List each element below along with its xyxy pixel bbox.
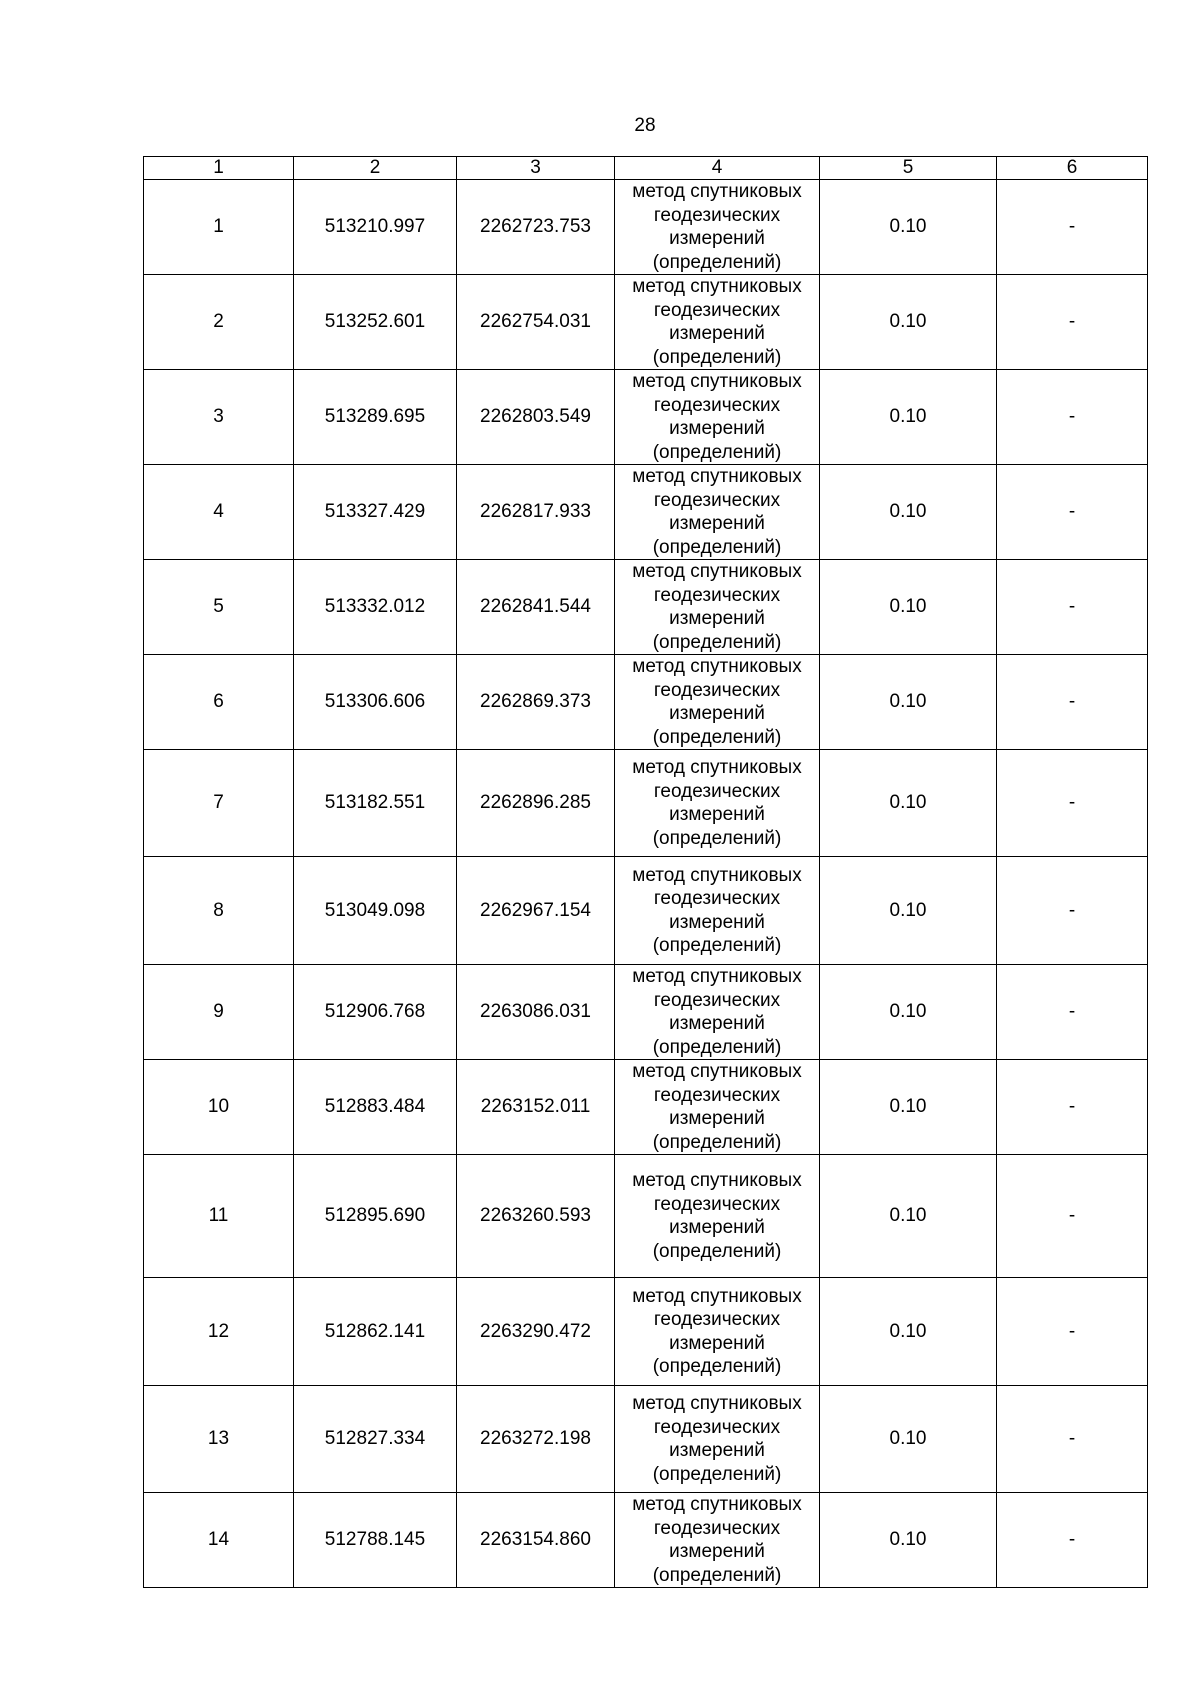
coordinates-table — [143, 156, 1148, 1588]
point-number-cell: 11 — [144, 1155, 294, 1278]
accuracy-cell: 0.10 — [820, 1278, 997, 1386]
column-header: 5 — [820, 157, 997, 180]
point-number-cell: 7 — [144, 750, 294, 857]
note-cell: - — [997, 1060, 1148, 1155]
x-coordinate-cell: 513327.429 — [294, 465, 457, 560]
method-cell: метод спутниковых геодезических измерений (определений) — [615, 370, 820, 465]
note-cell: - — [997, 370, 1148, 465]
table-row — [144, 1060, 1148, 1155]
x-coordinate-cell: 512906.768 — [294, 965, 457, 1060]
x-coordinate-cell: 512862.141 — [294, 1278, 457, 1386]
note-cell: - — [997, 180, 1148, 275]
point-number-cell: 10 — [144, 1060, 294, 1155]
method-cell: метод спутниковых геодезических измерений (определений) — [615, 465, 820, 560]
note-cell: - — [997, 465, 1148, 560]
method-cell: метод спутниковых геодезических измерений (определений) — [615, 750, 820, 857]
column-header: 3 — [457, 157, 615, 180]
accuracy-cell: 0.10 — [820, 750, 997, 857]
x-coordinate-cell: 513182.551 — [294, 750, 457, 857]
accuracy-cell: 0.10 — [820, 1386, 997, 1493]
table-row — [144, 750, 1148, 857]
note-cell: - — [997, 1278, 1148, 1386]
accuracy-cell: 0.10 — [820, 1155, 997, 1278]
method-cell: метод спутниковых геодезических измерений (определений) — [615, 965, 820, 1060]
table-row — [144, 370, 1148, 465]
x-coordinate-cell: 512895.690 — [294, 1155, 457, 1278]
y-coordinate-cell: 2263152.011 — [457, 1060, 615, 1155]
y-coordinate-cell: 2263290.472 — [457, 1278, 615, 1386]
point-number-cell: 8 — [144, 857, 294, 965]
x-coordinate-cell: 512827.334 — [294, 1386, 457, 1493]
accuracy-cell: 0.10 — [820, 465, 997, 560]
x-coordinate-cell: 513252.601 — [294, 275, 457, 370]
point-number-cell: 3 — [144, 370, 294, 465]
note-cell: - — [997, 275, 1148, 370]
y-coordinate-cell: 2262841.544 — [457, 560, 615, 655]
y-coordinate-cell: 2262754.031 — [457, 275, 615, 370]
point-number-cell: 12 — [144, 1278, 294, 1386]
point-number-cell: 14 — [144, 1493, 294, 1588]
y-coordinate-cell: 2262723.753 — [457, 180, 615, 275]
point-number-cell: 6 — [144, 655, 294, 750]
accuracy-cell: 0.10 — [820, 180, 997, 275]
y-coordinate-cell: 2262967.154 — [457, 857, 615, 965]
table-row — [144, 655, 1148, 750]
table-row — [144, 180, 1148, 275]
table-row — [144, 1155, 1148, 1278]
table-row — [144, 275, 1148, 370]
note-cell: - — [997, 1386, 1148, 1493]
accuracy-cell: 0.10 — [820, 857, 997, 965]
accuracy-cell: 0.10 — [820, 655, 997, 750]
page-number: 28 — [634, 115, 656, 136]
column-header: 1 — [144, 157, 294, 180]
table-row — [144, 465, 1148, 560]
table-row — [144, 1278, 1148, 1386]
x-coordinate-cell: 513049.098 — [294, 857, 457, 965]
note-cell: - — [997, 965, 1148, 1060]
note-cell: - — [997, 750, 1148, 857]
accuracy-cell: 0.10 — [820, 965, 997, 1060]
y-coordinate-cell: 2262803.549 — [457, 370, 615, 465]
y-coordinate-cell: 2263260.593 — [457, 1155, 615, 1278]
method-cell: метод спутниковых геодезических измерений (определений) — [615, 275, 820, 370]
y-coordinate-cell: 2263086.031 — [457, 965, 615, 1060]
y-coordinate-cell: 2263272.198 — [457, 1386, 615, 1493]
table-row — [144, 1386, 1148, 1493]
method-cell: метод спутниковых геодезических измерений (определений) — [615, 1060, 820, 1155]
note-cell: - — [997, 1155, 1148, 1278]
accuracy-cell: 0.10 — [820, 560, 997, 655]
x-coordinate-cell: 513210.997 — [294, 180, 457, 275]
note-cell: - — [997, 560, 1148, 655]
point-number-cell: 4 — [144, 465, 294, 560]
column-header: 6 — [997, 157, 1148, 180]
column-header: 2 — [294, 157, 457, 180]
method-cell: метод спутниковых геодезических измерений (определений) — [615, 1278, 820, 1386]
point-number-cell: 9 — [144, 965, 294, 1060]
accuracy-cell: 0.10 — [820, 370, 997, 465]
x-coordinate-cell: 512788.145 — [294, 1493, 457, 1588]
x-coordinate-cell: 513306.606 — [294, 655, 457, 750]
point-number-cell: 1 — [144, 180, 294, 275]
x-coordinate-cell: 513332.012 — [294, 560, 457, 655]
point-number-cell: 5 — [144, 560, 294, 655]
y-coordinate-cell: 2262869.373 — [457, 655, 615, 750]
table-row — [144, 1493, 1148, 1588]
method-cell: метод спутниковых геодезических измерений (определений) — [615, 1155, 820, 1278]
method-cell: метод спутниковых геодезических измерений (определений) — [615, 180, 820, 275]
y-coordinate-cell: 2262817.933 — [457, 465, 615, 560]
table-row — [144, 965, 1148, 1060]
y-coordinate-cell: 2263154.860 — [457, 1493, 615, 1588]
x-coordinate-cell: 513289.695 — [294, 370, 457, 465]
note-cell: - — [997, 857, 1148, 965]
accuracy-cell: 0.10 — [820, 1060, 997, 1155]
accuracy-cell: 0.10 — [820, 1493, 997, 1588]
method-cell: метод спутниковых геодезических измерений (определений) — [615, 1386, 820, 1493]
method-cell: метод спутниковых геодезических измерений (определений) — [615, 857, 820, 965]
x-coordinate-cell: 512883.484 — [294, 1060, 457, 1155]
method-cell: метод спутниковых геодезических измерений (определений) — [615, 1493, 820, 1588]
point-number-cell: 2 — [144, 275, 294, 370]
table-header-row — [144, 157, 1148, 180]
column-header: 4 — [615, 157, 820, 180]
table-row — [144, 560, 1148, 655]
note-cell: - — [997, 1493, 1148, 1588]
y-coordinate-cell: 2262896.285 — [457, 750, 615, 857]
note-cell: - — [997, 655, 1148, 750]
method-cell: метод спутниковых геодезических измерений (определений) — [615, 560, 820, 655]
point-number-cell: 13 — [144, 1386, 294, 1493]
accuracy-cell: 0.10 — [820, 275, 997, 370]
method-cell: метод спутниковых геодезических измерений (определений) — [615, 655, 820, 750]
table-row — [144, 857, 1148, 965]
